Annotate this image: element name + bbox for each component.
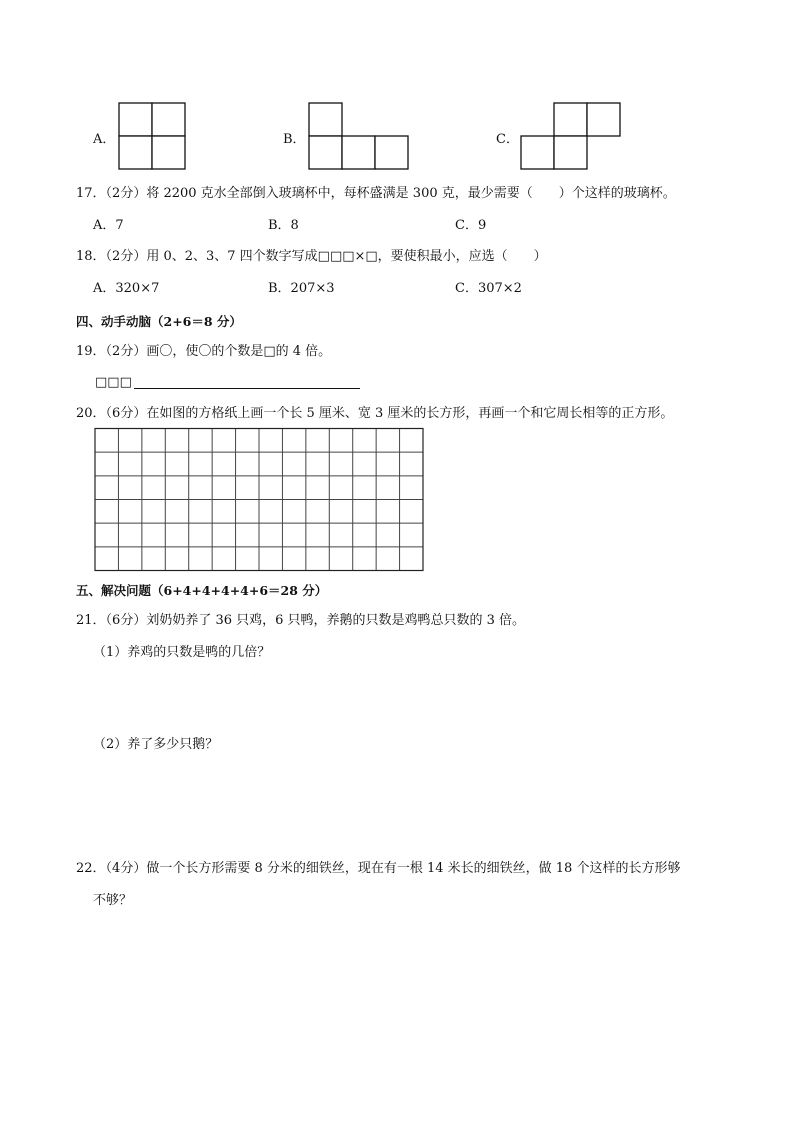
q18-option-a[interactable]: A．320×7 — [93, 281, 160, 296]
figure-c — [520, 102, 620, 170]
figure-b-label: B． — [283, 132, 306, 147]
figure-c-cell — [554, 103, 587, 136]
figure-a-label: A． — [93, 132, 116, 147]
section-4-title: 四、动手动脑（2+6＝8 分） — [76, 314, 242, 329]
figure-c-cell — [587, 103, 620, 136]
q20-grid-paper[interactable] — [94, 428, 424, 571]
q21-sub1: （1）养鸡的只数是鸭的几倍？ — [93, 645, 271, 660]
q21-sub2: （2）养了多少只鹅？ — [93, 737, 219, 752]
q18-option-c[interactable]: C．307×2 — [455, 281, 522, 296]
q17-option-c[interactable]: C．9 — [455, 218, 487, 233]
figure-a-cell — [152, 136, 185, 169]
figure-a-cell — [119, 136, 152, 169]
q21-stem: 21．（6分）刘奶奶养了 36 只鸡，6 只鸭，养鹅的只数是鸡鸭总只数的 3 倍。 — [76, 613, 526, 628]
figure-a — [118, 102, 186, 170]
figure-b-cell — [309, 103, 342, 136]
q17-option-a[interactable]: A．7 — [93, 218, 124, 233]
q17-option-b[interactable]: B．8 — [268, 218, 299, 233]
figure-a-cell — [119, 103, 152, 136]
figure-b — [308, 102, 408, 170]
q18-option-b[interactable]: B．207×3 — [268, 281, 335, 296]
figure-c-cell — [521, 136, 554, 169]
q22-stem-line2: 不够？ — [93, 893, 133, 908]
figure-a-cell — [152, 103, 185, 136]
q19-stem: 19．（2分）画〇，使〇的个数是□的 4 倍。 — [76, 344, 332, 359]
figure-b-cell — [309, 136, 342, 169]
q17-stem: 17．（2分）将 2200 克水全部倒入玻璃杯中，每杯盛满是 300 克，最少需要（ ）个这样的玻璃杯。 — [76, 186, 676, 201]
figure-c-label: C． — [496, 132, 519, 147]
q19-boxes: □□□ — [95, 375, 132, 390]
q22-stem-line1: 22．（4分）做一个长方形需要 8 分米的细铁丝，现在有一根 14 米长的细铁丝，做 18 个这样的长方形够 — [76, 861, 681, 876]
figure-b-cell — [375, 136, 408, 169]
q20-stem: 20．（6分）在如图的方格纸上画一个长 5 厘米、宽 3 厘米的长方形，再画一个和它周长相等的正方形。 — [76, 406, 674, 421]
q18-stem: 18．（2分）用 0、2、3、7 四个数字写成□□□×□，要使积最小，应选（ ） — [76, 249, 547, 264]
figure-c-cell — [554, 136, 587, 169]
figure-b-cell — [342, 136, 375, 169]
q19-answer-line[interactable] — [134, 388, 360, 389]
section-5-title: 五、解决问题（6+4+4+4+4+6＝28 分） — [76, 583, 328, 598]
